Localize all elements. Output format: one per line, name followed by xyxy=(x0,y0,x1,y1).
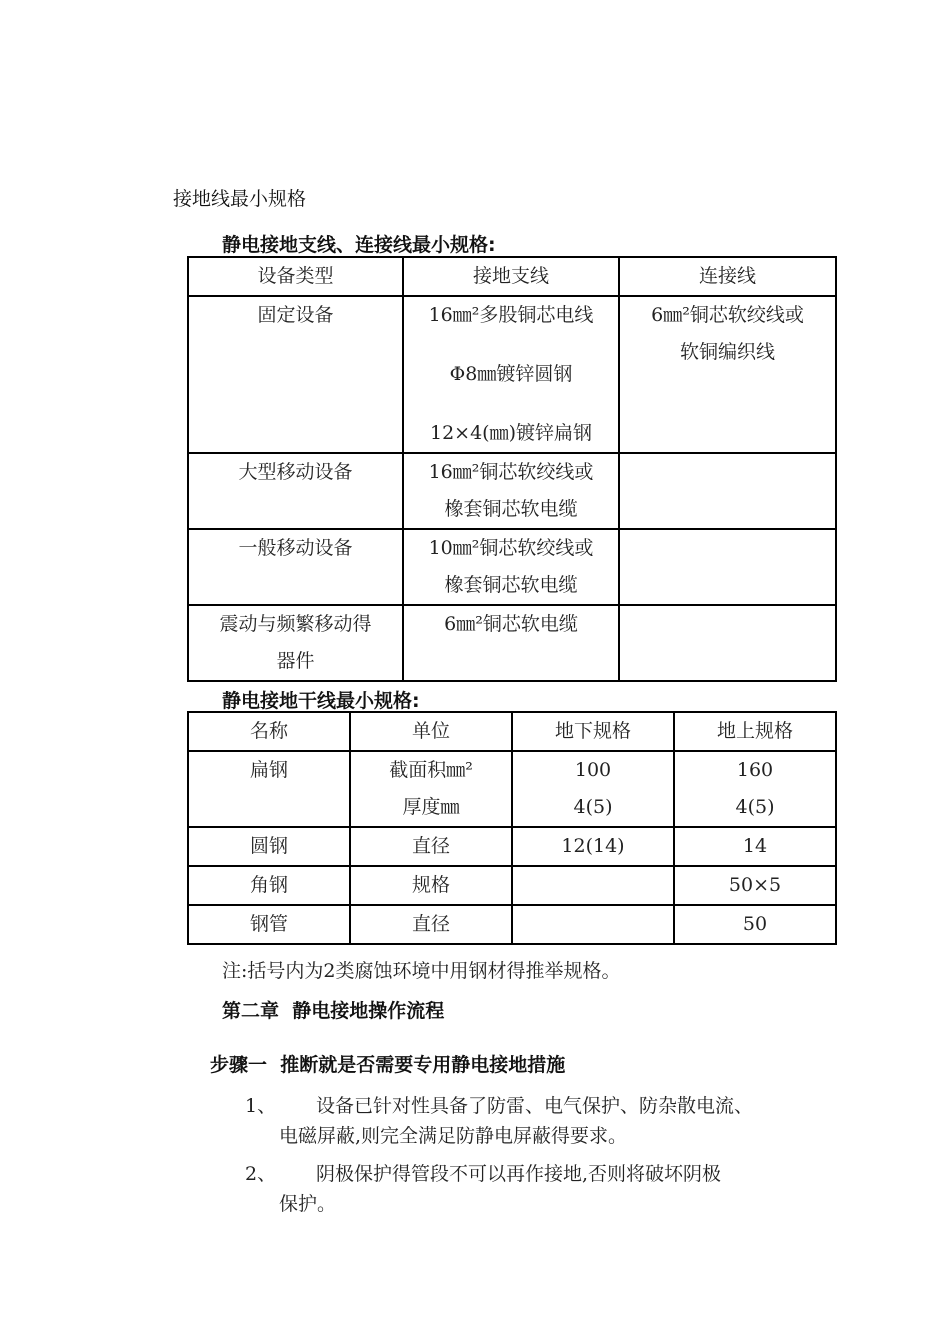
table-cell: 固定设备 xyxy=(188,296,403,453)
table-row xyxy=(188,529,836,605)
header-cell: 名称 xyxy=(188,712,350,751)
main-wire-spec-table xyxy=(187,711,837,945)
chapter-title: 第二章 静电接地操作流程 xyxy=(222,1000,445,1022)
table-cell: 直径 xyxy=(350,905,512,944)
table-cell: 直径 xyxy=(350,827,512,866)
table-cell: 圆钢 xyxy=(188,827,350,866)
table-cell xyxy=(403,605,619,681)
list-item-line: 电磁屏蔽,则完全满足防静电屏蔽得要求。 xyxy=(279,1125,628,1147)
cell-line: 16㎜²铜芯软绞线或 xyxy=(428,461,594,483)
header-cell: 连接线 xyxy=(619,257,836,296)
table-row xyxy=(188,827,836,866)
table-cell xyxy=(403,529,619,605)
table-cell xyxy=(619,296,836,453)
table-cell xyxy=(512,751,674,827)
table-row xyxy=(188,605,836,681)
table-cell xyxy=(403,296,619,453)
cell-line: 软铜编织线 xyxy=(679,341,775,363)
table-cell: 大型移动设备 xyxy=(188,453,403,529)
table-row xyxy=(188,296,836,453)
table-cell xyxy=(674,751,836,827)
table-row xyxy=(188,751,836,827)
cell-line: 器件 xyxy=(276,650,315,672)
table-row xyxy=(188,866,836,905)
table-cell: 50 xyxy=(674,905,836,944)
note-text: 注:括号内为2类腐蚀环境中用钢材得推举规格。 xyxy=(222,960,621,982)
table-cell: 12(14) xyxy=(512,827,674,866)
section-title: 接地线最小规格 xyxy=(173,188,307,210)
cell-line: 橡套铜芯软电缆 xyxy=(444,498,578,520)
cell-line: Φ8㎜镀锌圆钢 xyxy=(449,363,573,385)
header-cell: 单位 xyxy=(350,712,512,751)
header-cell: 地上规格 xyxy=(674,712,836,751)
table-header-row xyxy=(188,257,836,296)
cell-line: 4(5) xyxy=(573,796,613,818)
cell-line: 震动与频繁移动得 xyxy=(219,613,372,635)
table-cell xyxy=(403,453,619,529)
cell-line: 4(5) xyxy=(735,796,775,818)
cell-line: 厚度㎜ xyxy=(402,796,460,818)
branch-wire-spec-table xyxy=(187,256,837,682)
table-cell xyxy=(619,453,836,529)
step-title: 步骤一 推断就是否需要专用静电接地措施 xyxy=(210,1054,566,1076)
table-cell xyxy=(619,605,836,681)
table-cell xyxy=(350,751,512,827)
header-cell: 地下规格 xyxy=(512,712,674,751)
header-cell: 接地支线 xyxy=(403,257,619,296)
table-row xyxy=(188,453,836,529)
table1-caption: 静电接地支线、连接线最小规格: xyxy=(222,234,496,256)
table-cell xyxy=(512,905,674,944)
table-cell: 扁钢 xyxy=(188,751,350,827)
cell-line: 16㎜²多股铜芯电线 xyxy=(428,304,594,326)
table-cell: 角钢 xyxy=(188,866,350,905)
table-cell: 规格 xyxy=(350,866,512,905)
table2-caption: 静电接地干线最小规格: xyxy=(222,690,420,712)
table-cell: 14 xyxy=(674,827,836,866)
list-item-number: 1、 xyxy=(245,1095,277,1117)
table-header-row xyxy=(188,712,836,751)
table-cell: 一般移动设备 xyxy=(188,529,403,605)
table-cell xyxy=(619,529,836,605)
list-item-line: 阴极保护得管段不可以再作接地,否则将破坏阴极 xyxy=(316,1163,722,1185)
list-item-line: 设备已针对性具备了防雷、电气保护、防杂散电流、 xyxy=(316,1095,754,1117)
table-cell: 50×5 xyxy=(674,866,836,905)
cell-line: 160 xyxy=(736,759,774,781)
table-row xyxy=(188,905,836,944)
cell-line: 橡套铜芯软电缆 xyxy=(444,574,578,596)
list-item-number: 2、 xyxy=(245,1163,277,1185)
cell-line: 6㎜²铜芯软电缆 xyxy=(444,613,578,635)
table-cell xyxy=(188,605,403,681)
header-cell: 设备类型 xyxy=(188,257,403,296)
table-cell xyxy=(512,866,674,905)
cell-line: 10㎜²铜芯软绞线或 xyxy=(428,537,594,559)
cell-line: 12×4(㎜)镀锌扁钢 xyxy=(429,422,592,444)
table-cell: 钢管 xyxy=(188,905,350,944)
cell-line: 100 xyxy=(574,759,612,781)
list-item-line: 保护。 xyxy=(279,1193,337,1215)
cell-line: 6㎜²铜芯软绞线或 xyxy=(651,304,804,326)
cell-line: 截面积㎜² xyxy=(389,759,473,781)
